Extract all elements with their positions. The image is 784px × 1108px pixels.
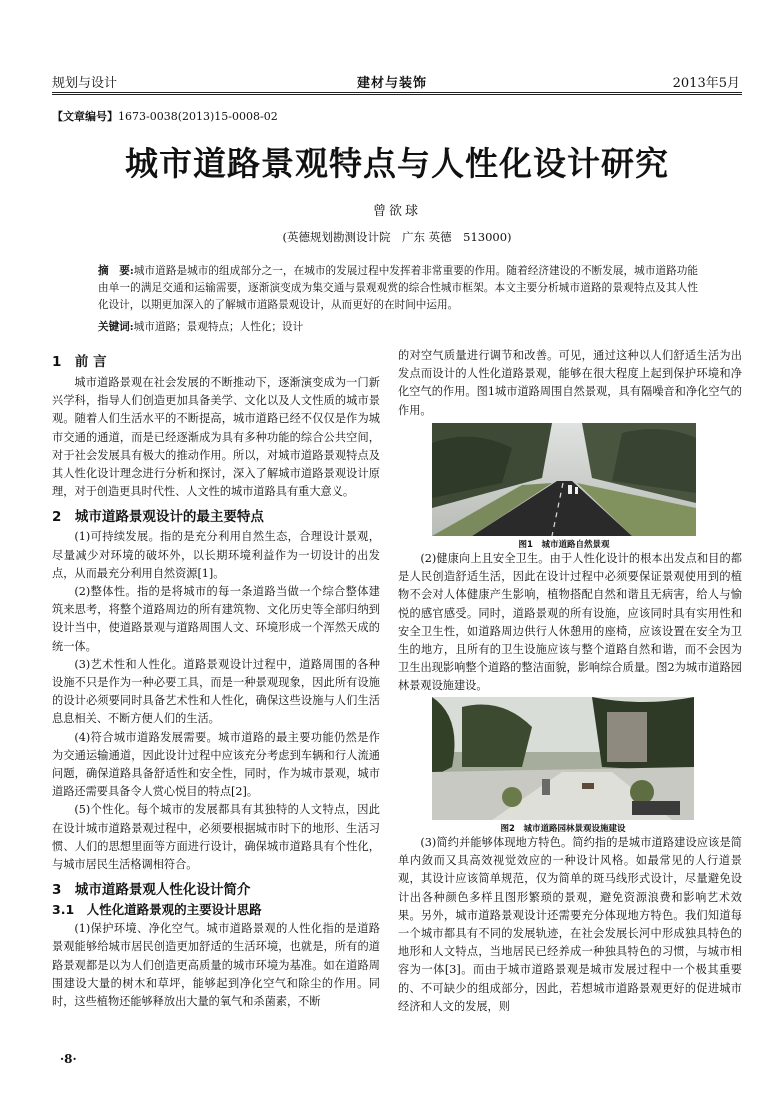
abstract-label: 摘 要: (98, 265, 134, 277)
section-2-item-1: (1)可持续发展。指的是充分利用自然生态，合理设计景观，尽量减少对环境的破坏外，以长期环境利益作为一切设计的出发点，从而最充分利用自然资源[1]。 (52, 530, 380, 580)
abstract (98, 263, 698, 314)
section-2-heading: 2 城市道路景观设计的最主要特点 (52, 509, 264, 526)
article-title: 城市道路景观特点与人性化设计研究 (125, 144, 669, 183)
figure-1-caption: 图1 城市道路自然景观 (518, 540, 610, 550)
right-column (398, 347, 742, 420)
header-rule (52, 92, 742, 93)
section-3-1-paragraph: (1)保护环境、净化空气。城市道路景观的人性化指的是道路景观能够给城市居民创造更加舒适的生活环境，也就是，所有的道路景观都是以为人们创造更高质量的城市环境为基准。如在道路周围建设大量的树木和草坪，能够起到净化空气和除尘的作用。同时，这些植物还能够释放出大量的氧气和杀菌素，不断 (52, 922, 380, 1009)
keywords-label: 关键词: (98, 321, 134, 333)
section-3-heading: 3 城市道路景观人性化设计简介 (52, 882, 251, 899)
right-column-part-3 (398, 834, 742, 1016)
running-header-left: 规划与设计 (52, 76, 118, 91)
header-rule-2 (52, 94, 742, 95)
right-paragraph-1: 的对空气质量进行调节和改善。可见，通过这种以人们舒适生活为出发点而设计的人性化道路景观，能够在很大程度上起到保护环境和净化空气的作用。图1城市道路周围自然景观，具有隔噪音和净化空气的作用。 (398, 349, 742, 417)
running-header-date: 2013年5月 (672, 76, 740, 91)
figure-2-photo (432, 697, 694, 820)
section-1-paragraph: 城市道路景观在社会发展的不断推动下，逐渐演变成为一门新兴学科，指导人们创造更加具备美学、文化以及人文性质的城市景观。随着人们生活水平的不断提高，城市道路已经不仅仅是作为城市交通的通道，而是已经逐渐成为具有多种功能的综合公共空间，对于社会发展具有极大的推动作用。所以，对城市道路景观特点及其人性化设计理念进行分析和探讨，深入了解城市道路景观设计原理，对于创造更具时代性、人文性的城市道路具有重大意义。 (52, 376, 380, 499)
article-number (52, 108, 278, 124)
right-paragraph-2: (2)健康向上且安全卫生。由于人性化设计的根本出发点和目的都是人民创造舒适生活，因此在设计过程中必须要保证景观使用到的植物不会对人体健康产生影响，植物搭配自然和谐且无病害，给人与愉悦的感官感受。同时，道路景观的所有设施，应该同时具有实用性和安全卫生性，如道路周边供行人休憩用的座椅，应该设置在安全为卫生的地方，且所有的卫生设施应该与整个道路自然和谐，而不会因为卫生出现影响整个道路的整洁面貌，影响综合质量。图2为城市道路园林景观设施建设。 (398, 552, 742, 693)
page-number: ·8· (60, 1052, 77, 1066)
right-paragraph-3: (3)简约并能够体现地方特色。简约指的是城市道路建设应该是简单内敛而又具高效视觉效应的一种设计风格。如最常见的人行道景观，其设计应该简单规范，仅为简单的斑马线形式设计，尽量避免设计出各种颜色多样且图形繁琐的景观，避免资源浪费和影响艺术效果。另外，城市道路景观设计还需要充分体现地方特色。我们知道每一个城市都具有不同的发展轨迹，在社会发展长河中形成独具特色的地形和人文特点，当地居民已经养成一种独具特色的习惯，与城市相容为一体[3]。而由于城市道路景观是城市发展过程中一个极其重要的、不可缺少的组成部分，因此，若想城市道路景观更好的促进城市经济和人文的发展，则 (398, 836, 742, 1013)
keywords-text: 城市道路；景观特点；人性化；设计 (133, 321, 304, 333)
figure-1-photo (432, 423, 696, 536)
abstract-text: 城市道路是城市的组成部分之一，在城市的发展过程中发挥着非常重要的作用。随着经济建设的不断发展，城市道路功能由单一的满足交通和运输需要，逐渐演变成为集交通与景观观赏的综合性城市框架。本文主要分析城市道路的景观特点及其人性化设计，以期更加深入的了解城市道路景观设计，从而更好的在时间中运用。 (98, 265, 698, 311)
author: 曾欲球 (372, 204, 421, 219)
section-2-item-4: (4)符合城市道路发展需要。城市道路的最主要功能仍然是作为交通运输通道，因此设计过程中应该充分考虑到车辆和行人流通问题，确保道路具备舒适性和安全性，同时，作为城市景观，城市道路还需要具备令人赏心悦目的特点[2]。 (52, 730, 380, 799)
section-2-item-3: (3)艺术性和人性化。道路景观设计过程中，道路周围的各种设施不只是作为一种必要工具，而是一种景观现象，因此所有设施的设计必须要同时具备艺术性和人性化，确保这些设施与人们生活息息相关、不断方便人们的生活。 (52, 657, 380, 726)
figure-2-caption: 图2 城市道路园林景观设施建设 (500, 824, 626, 834)
journal-name: 建材与装饰 (356, 76, 427, 91)
article-number-value: 1673-0038(2013)15-0008-02 (118, 110, 278, 123)
section-2-item-5: (5)个性化。每个城市的发展都具有其独特的人文特点，因此在设计城市道路景观过程中，必须要根据城市时下的地形、生活习惯、人们的思想里面等方面进行设计，确保城市道路具有个性化，与城市居民生活格调相符合。 (52, 803, 380, 872)
section-3-1-heading: 3.1 人性化道路景观的主要设计思路 (52, 902, 262, 918)
keywords (98, 319, 698, 334)
section-2-item-2: (2)整体性。指的是将城市的每一条道路当做一个综合整体建筑来思考，将整个道路周边的所有建筑物、文化历史等全部归纳到设计当中，使道路景观与道路周围人文、环境形成一个浑然天成的统一体。 (52, 585, 380, 653)
section-1-heading: 1 前 言 (52, 354, 107, 370)
right-column-part-2 (398, 550, 742, 696)
article-number-label: 【文章编号】 (52, 110, 118, 123)
left-column (52, 347, 380, 1011)
affiliation: (英德规划勘测设计院 广东 英德 513000) (282, 230, 512, 244)
